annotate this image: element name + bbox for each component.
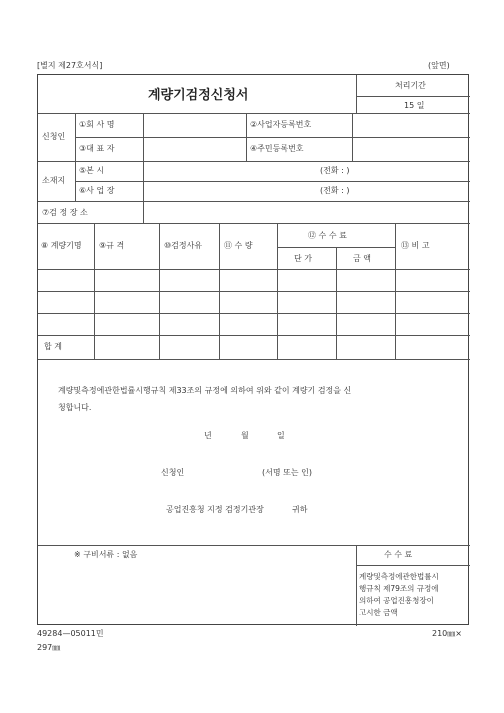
fee-note: 고시한 금액 (359, 608, 398, 617)
rule (159, 223, 160, 359)
processing-value: 15 일 (404, 101, 425, 110)
col-meter: ⑧ 계량기명 (41, 241, 82, 250)
rep-label: ③대 표 자 (79, 144, 115, 153)
rule (219, 223, 220, 359)
statement-line: 청합니다. (58, 403, 92, 412)
total-label: 합 계 (44, 342, 62, 351)
form-number: [별지 제27호서식] (37, 61, 103, 70)
page-title: 계량기검정신청서 (148, 88, 249, 103)
applicant-group-label: 신청인 (42, 132, 66, 141)
rule (246, 113, 247, 161)
resident-label: ④주민등록번호 (250, 144, 304, 153)
col-amount: 금 액 (353, 254, 371, 263)
col-remark: ⑬ 비 고 (401, 241, 430, 250)
rule (352, 113, 353, 161)
rule (356, 96, 470, 97)
fee-note: 의하여 공업진흥청장이 (359, 596, 434, 605)
rule (356, 545, 357, 626)
rule (143, 113, 144, 223)
rule (38, 223, 470, 224)
rule (38, 161, 470, 162)
paper-size-w: 210㎜× (432, 629, 462, 638)
applicant-sign-label: 신청인 (161, 468, 185, 477)
rule (75, 137, 470, 138)
addressee: 공업진흥청 지정 검정기관장 (166, 505, 264, 514)
rule (336, 247, 337, 359)
rule (38, 291, 470, 292)
processing-label: 처리기간 (395, 81, 426, 90)
col-unit: 단 가 (294, 254, 312, 263)
date-month: 월 (241, 431, 249, 440)
rule (38, 359, 470, 360)
col-qty: ⑪ 수 량 (224, 241, 253, 250)
application-form (37, 74, 469, 625)
rule (94, 223, 95, 359)
statement-line: 계량및측정에관한법률시행규칙 제33조의 규정에 의하여 위와 같이 계량기 검정을 신 (58, 386, 352, 395)
date-year: 년 (204, 431, 212, 440)
rule (356, 75, 357, 113)
col-reason: ⑩검정사유 (164, 241, 203, 250)
inspection-place-label: ⑦검 정 장 소 (42, 208, 88, 217)
phone-label: (전화 : ) (320, 166, 350, 175)
biz-reg-label: ②사업자등록번호 (250, 120, 312, 129)
rule (356, 565, 470, 566)
phone-label: (전화 : ) (320, 186, 350, 195)
col-spec: ⑨규 격 (99, 241, 125, 250)
paper-size-h: 297㎜ (37, 643, 61, 652)
fee-title: 수 수 료 (384, 550, 413, 559)
rule (38, 113, 470, 114)
honorific: 귀하 (292, 505, 308, 514)
rule (38, 335, 470, 336)
rule (277, 223, 278, 359)
company-label: ①회 사 명 (79, 120, 115, 129)
side-label: (앞면) (428, 61, 450, 70)
print-code: 49284—05011민 (37, 629, 104, 638)
rule (75, 181, 470, 182)
location-group-label: 소재지 (42, 176, 66, 185)
rule (75, 113, 76, 201)
rule (395, 223, 396, 359)
signature-label: (서명 또는 인) (262, 468, 312, 477)
rule (38, 201, 470, 202)
col-fee: ⑫ 수 수 료 (308, 231, 347, 240)
rule (38, 545, 470, 546)
fee-note: 행규칙 제79조의 규정에 (359, 584, 439, 593)
required-docs: ※ 구비서류 : 없음 (74, 550, 138, 559)
fee-note: 계량및측정에관한법률시 (359, 572, 439, 581)
rule (38, 269, 470, 270)
site-label: ⑥사 업 장 (79, 186, 115, 195)
hq-label: ⑤본 시 (79, 166, 105, 175)
rule (38, 313, 470, 314)
date-day: 일 (277, 431, 285, 440)
